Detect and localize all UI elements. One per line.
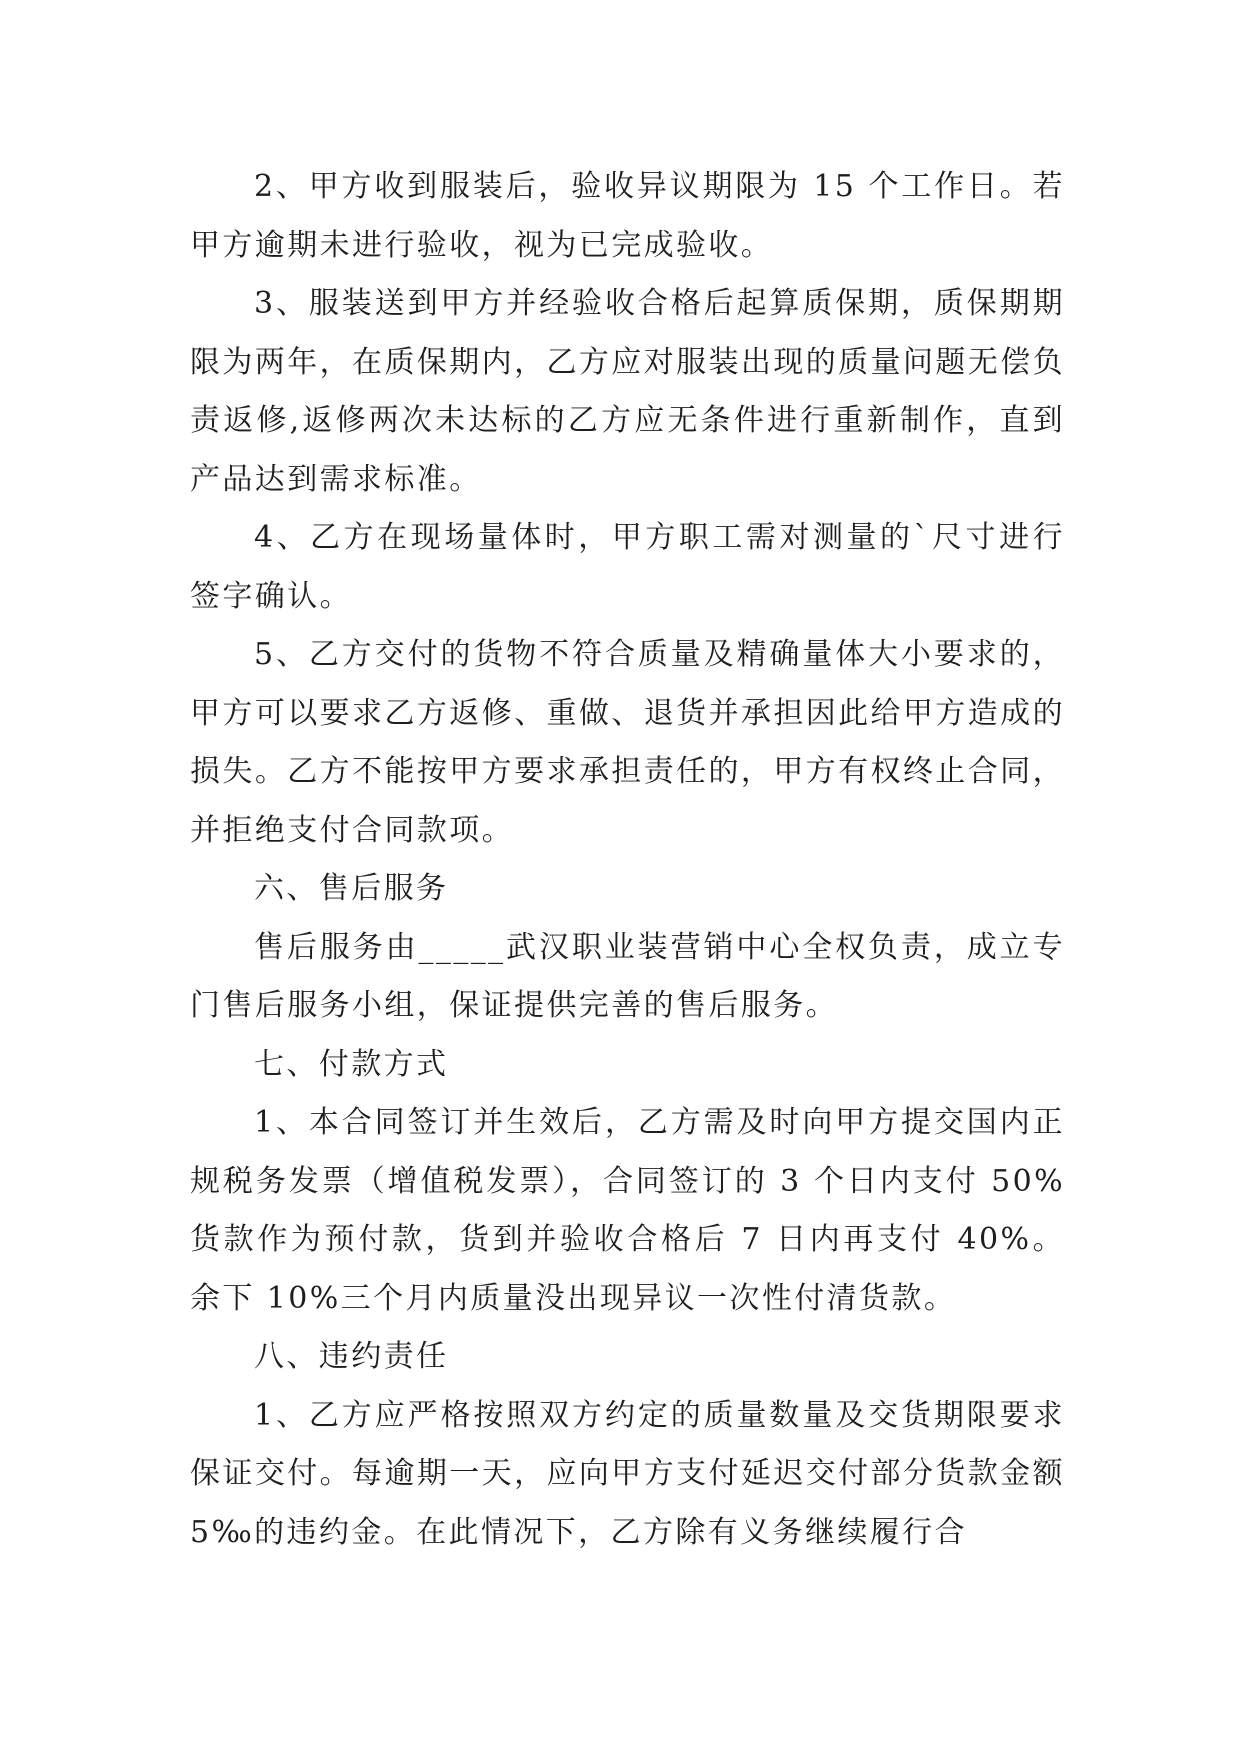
clause-5-nonconformity: 5、乙方交付的货物不符合质量及精确量体大小要求的，甲方可以要求乙方返修、重做、退货并承担因此给甲方造成的损失。乙方不能按甲方要求承担责任的，甲方有权终止合同，并拒绝支付合同款项。 <box>190 637 1065 848</box>
section-heading-after-sales: 六、售后服务 <box>254 871 449 906</box>
clause-3-warranty: 3、服装送到甲方并经验收合格后起算质保期，质保期期限为两年，在质保期内，乙方应对服装出现的质量问题无偿负责返修,返修两次未达标的乙方应无条件进行重新制作，直到产品达到需求标准。 <box>190 286 1065 497</box>
section-heading-liability: 八、违约责任 <box>254 1339 449 1374</box>
after-sales-paragraph: 售后服务由_____武汉职业装营销中心全权负责，成立专门售后服务小组，保证提供完善的售后服务。 <box>190 929 1065 1023</box>
clause-2-acceptance-period: 2、甲方收到服装后，验收异议期限为 15 个工作日。若甲方逾期未进行验收，视为已完成验收。 <box>190 169 1065 263</box>
clause-4-measurement: 4、乙方在现场量体时，甲方职工需对测量的`尺寸进行签字确认。 <box>190 520 1065 614</box>
payment-clause-1: 1、本合同签订并生效后，乙方需及时向甲方提交国内正规税务发票（增值税发票），合同签订的 3 个日内支付 50%货款作为预付款，货到并验收合格后 7 日内再支付 40%。余下 10%三个月内质量没出现异议一次性付清货款。 <box>190 1105 1065 1316</box>
document-body <box>190 158 1065 1562</box>
section-heading-payment: 七、付款方式 <box>254 1046 449 1082</box>
liability-clause-1: 1、乙方应严格按照双方约定的质量数量及交货期限要求保证交付。每逾期一天，应向甲方支付延迟交付部分货款金额 5‰的违约金。在此情况下，乙方除有义务继续履行合 <box>190 1397 1065 1550</box>
